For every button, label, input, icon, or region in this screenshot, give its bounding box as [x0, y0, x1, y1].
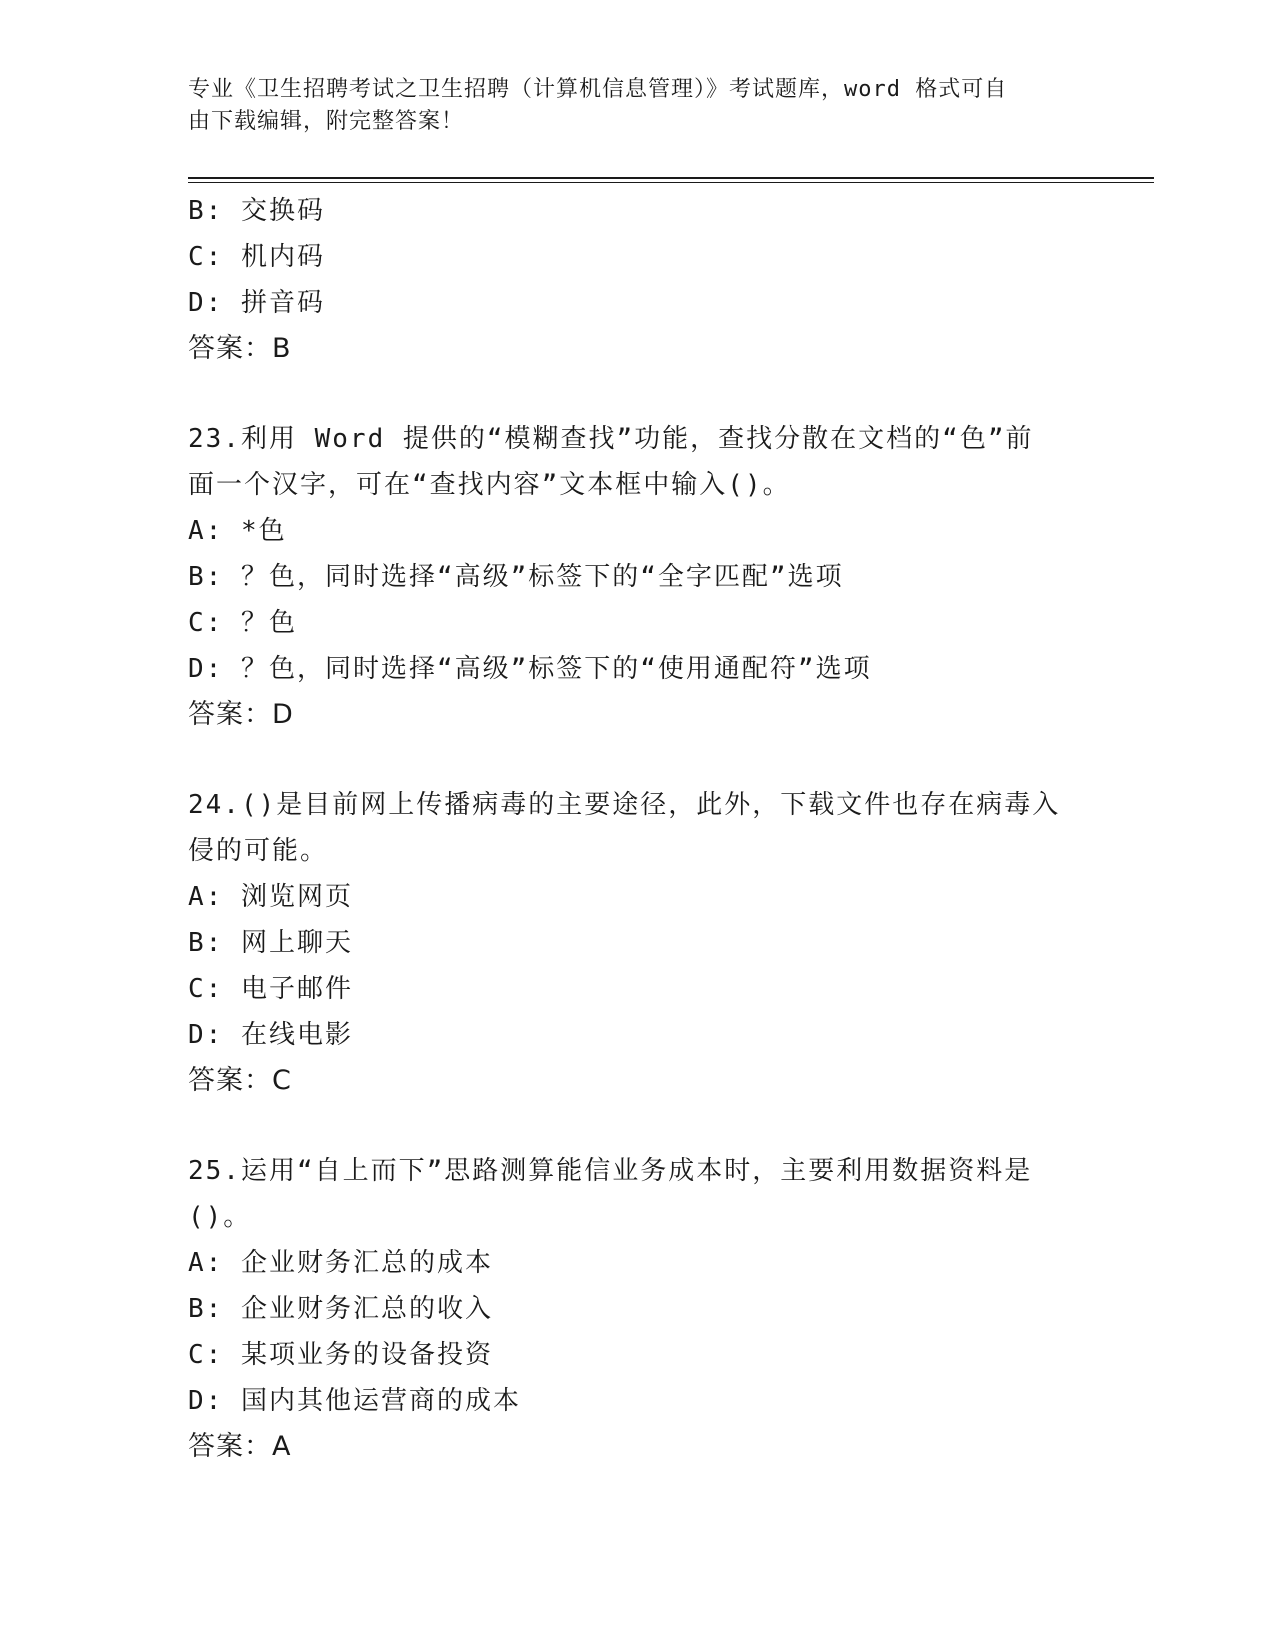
header-divider-thin	[188, 182, 1154, 183]
option-b: B: ？色，同时选择“高级”标签下的“全字匹配”选项	[188, 562, 844, 592]
question-partial	[188, 188, 1088, 372]
answer-line: 答案：C	[188, 1065, 292, 1096]
option-c: C: ？色	[188, 608, 297, 638]
question-stem: 25.运用“自上而下”思路测算能信业务成本时，主要利用数据资料是	[188, 1156, 1033, 1186]
header-line-1: 专业《卫生招聘考试之卫生招聘（计算机信息管理）》考试题库，word 格式可自	[188, 77, 1008, 102]
question-23	[188, 416, 1088, 738]
question-25	[188, 1148, 1088, 1470]
option-b: B: 交换码	[188, 196, 325, 226]
header-line-2: 由下载编辑，附完整答案！	[188, 109, 465, 134]
header-divider-thick	[188, 177, 1154, 179]
question-stem-continued: ()。	[188, 1202, 252, 1232]
question-list	[188, 188, 1088, 1470]
option-d: D: 在线电影	[188, 1020, 353, 1050]
answer-line: 答案：A	[188, 1431, 292, 1462]
option-c: C: 电子邮件	[188, 974, 353, 1004]
option-c: C: 机内码	[188, 242, 325, 272]
option-d: D: 国内其他运营商的成本	[188, 1386, 521, 1416]
option-b: B: 企业财务汇总的收入	[188, 1294, 493, 1324]
option-b: B: 网上聊天	[188, 928, 353, 958]
option-d: D: ？色，同时选择“高级”标签下的“使用通配符”选项	[188, 654, 872, 684]
option-a: A: *色	[188, 516, 287, 546]
question-stem: 24.()是目前网上传播病毒的主要途径，此外，下载文件也存在病毒入	[188, 790, 1061, 820]
option-a: A: 浏览网页	[188, 882, 353, 912]
option-a: A: 企业财务汇总的成本	[188, 1248, 493, 1278]
question-stem: 23.利用 Word 提供的“模糊查找”功能，查找分散在文档的“色”前	[188, 424, 1034, 454]
option-d: D: 拼音码	[188, 288, 325, 318]
question-24	[188, 782, 1088, 1104]
question-stem-continued: 面一个汉字，可在“查找内容”文本框中输入()。	[188, 470, 791, 500]
answer-line: 答案：D	[188, 699, 294, 730]
option-c: C: 某项业务的设备投资	[188, 1340, 493, 1370]
page-header	[188, 74, 1068, 138]
answer-line: 答案：B	[188, 333, 292, 364]
question-stem-continued: 侵的可能。	[188, 836, 329, 866]
